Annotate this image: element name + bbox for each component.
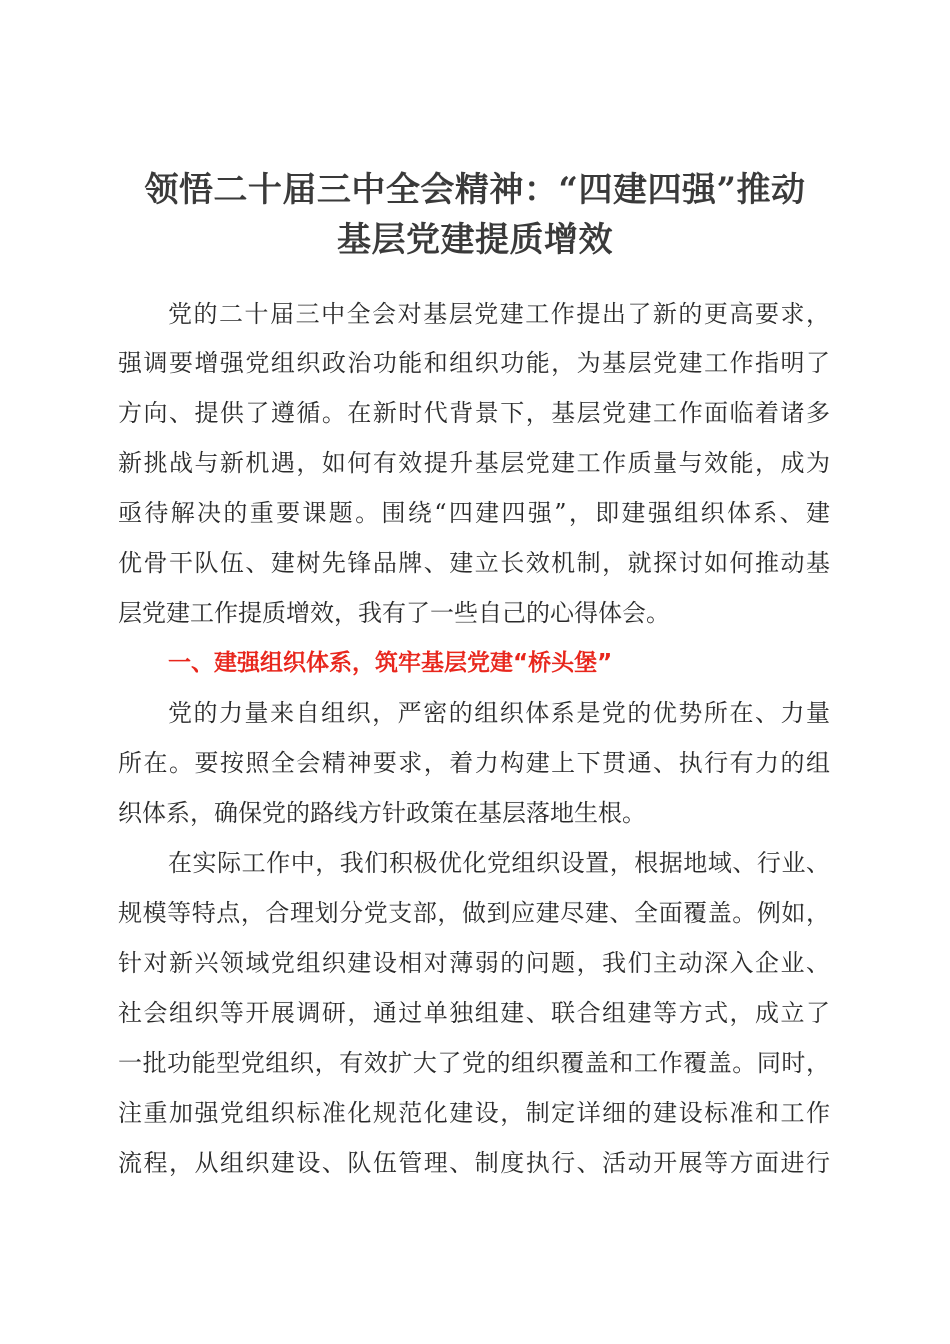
paragraph-1-line: 方向、提供了遵循。在新时代背景下，基层党建工作面临着诸多 (118, 399, 830, 427)
document-title-line-1: 领悟二十届三中全会精神：“四建四强”推动 (144, 170, 806, 210)
paragraph-1-line: 优骨干队伍、建树先锋品牌、建立长效机制，就探讨如何推动基 (118, 549, 830, 577)
paragraph-1-line: 新挑战与新机遇，如何有效提升基层党建工作质量与效能，成为 (118, 449, 830, 477)
document-title-line-2: 基层党建提质增效 (337, 220, 613, 260)
paragraph-2-line: 所在。要按照全会精神要求，着力构建上下贯通、执行有力的组 (118, 749, 830, 777)
paragraph-3-line: 社会组织等开展调研，通过单独组建、联合组建等方式，成立了 (118, 999, 830, 1027)
paragraph-1-line: 层党建工作提质增效，我有了一些自己的心得体会。 (118, 599, 670, 627)
paragraph-3-line: 注重加强党组织标准化规范化建设，制定详细的建设标准和工作 (118, 1099, 830, 1127)
paragraph-3-line: 针对新兴领域党组织建设相对薄弱的问题，我们主动深入企业、 (118, 949, 830, 977)
paragraph-2-line: 党的力量来自组织，严密的组织体系是党的优势所在、力量 (168, 699, 830, 727)
paragraph-3-line: 流程，从组织建设、队伍管理、制度执行、活动开展等方面进行 (118, 1149, 830, 1177)
paragraph-3-line: 规模等特点，合理划分党支部，做到应建尽建、全面覆盖。例如， (118, 899, 830, 927)
paragraph-1-line: 党的二十届三中全会对基层党建工作提出了新的更高要求， (168, 300, 830, 328)
paragraph-2-line: 织体系，确保党的路线方针政策在基层落地生根。 (118, 799, 646, 827)
paragraph-3-line: 一批功能型党组织，有效扩大了党的组织覆盖和工作覆盖。同时， (118, 1049, 830, 1077)
paragraph-3-line: 在实际工作中，我们积极优化党组织设置，根据地域、行业、 (168, 849, 830, 877)
paragraph-1-line: 亟待解决的重要课题。围绕“四建四强”，即建强组织体系、建 (118, 499, 830, 527)
section-1-heading: 一、建强组织体系，筑牢基层党建“桥头堡” (168, 650, 613, 676)
paragraph-1-line: 强调要增强党组织政治功能和组织功能，为基层党建工作指明了 (118, 349, 830, 377)
